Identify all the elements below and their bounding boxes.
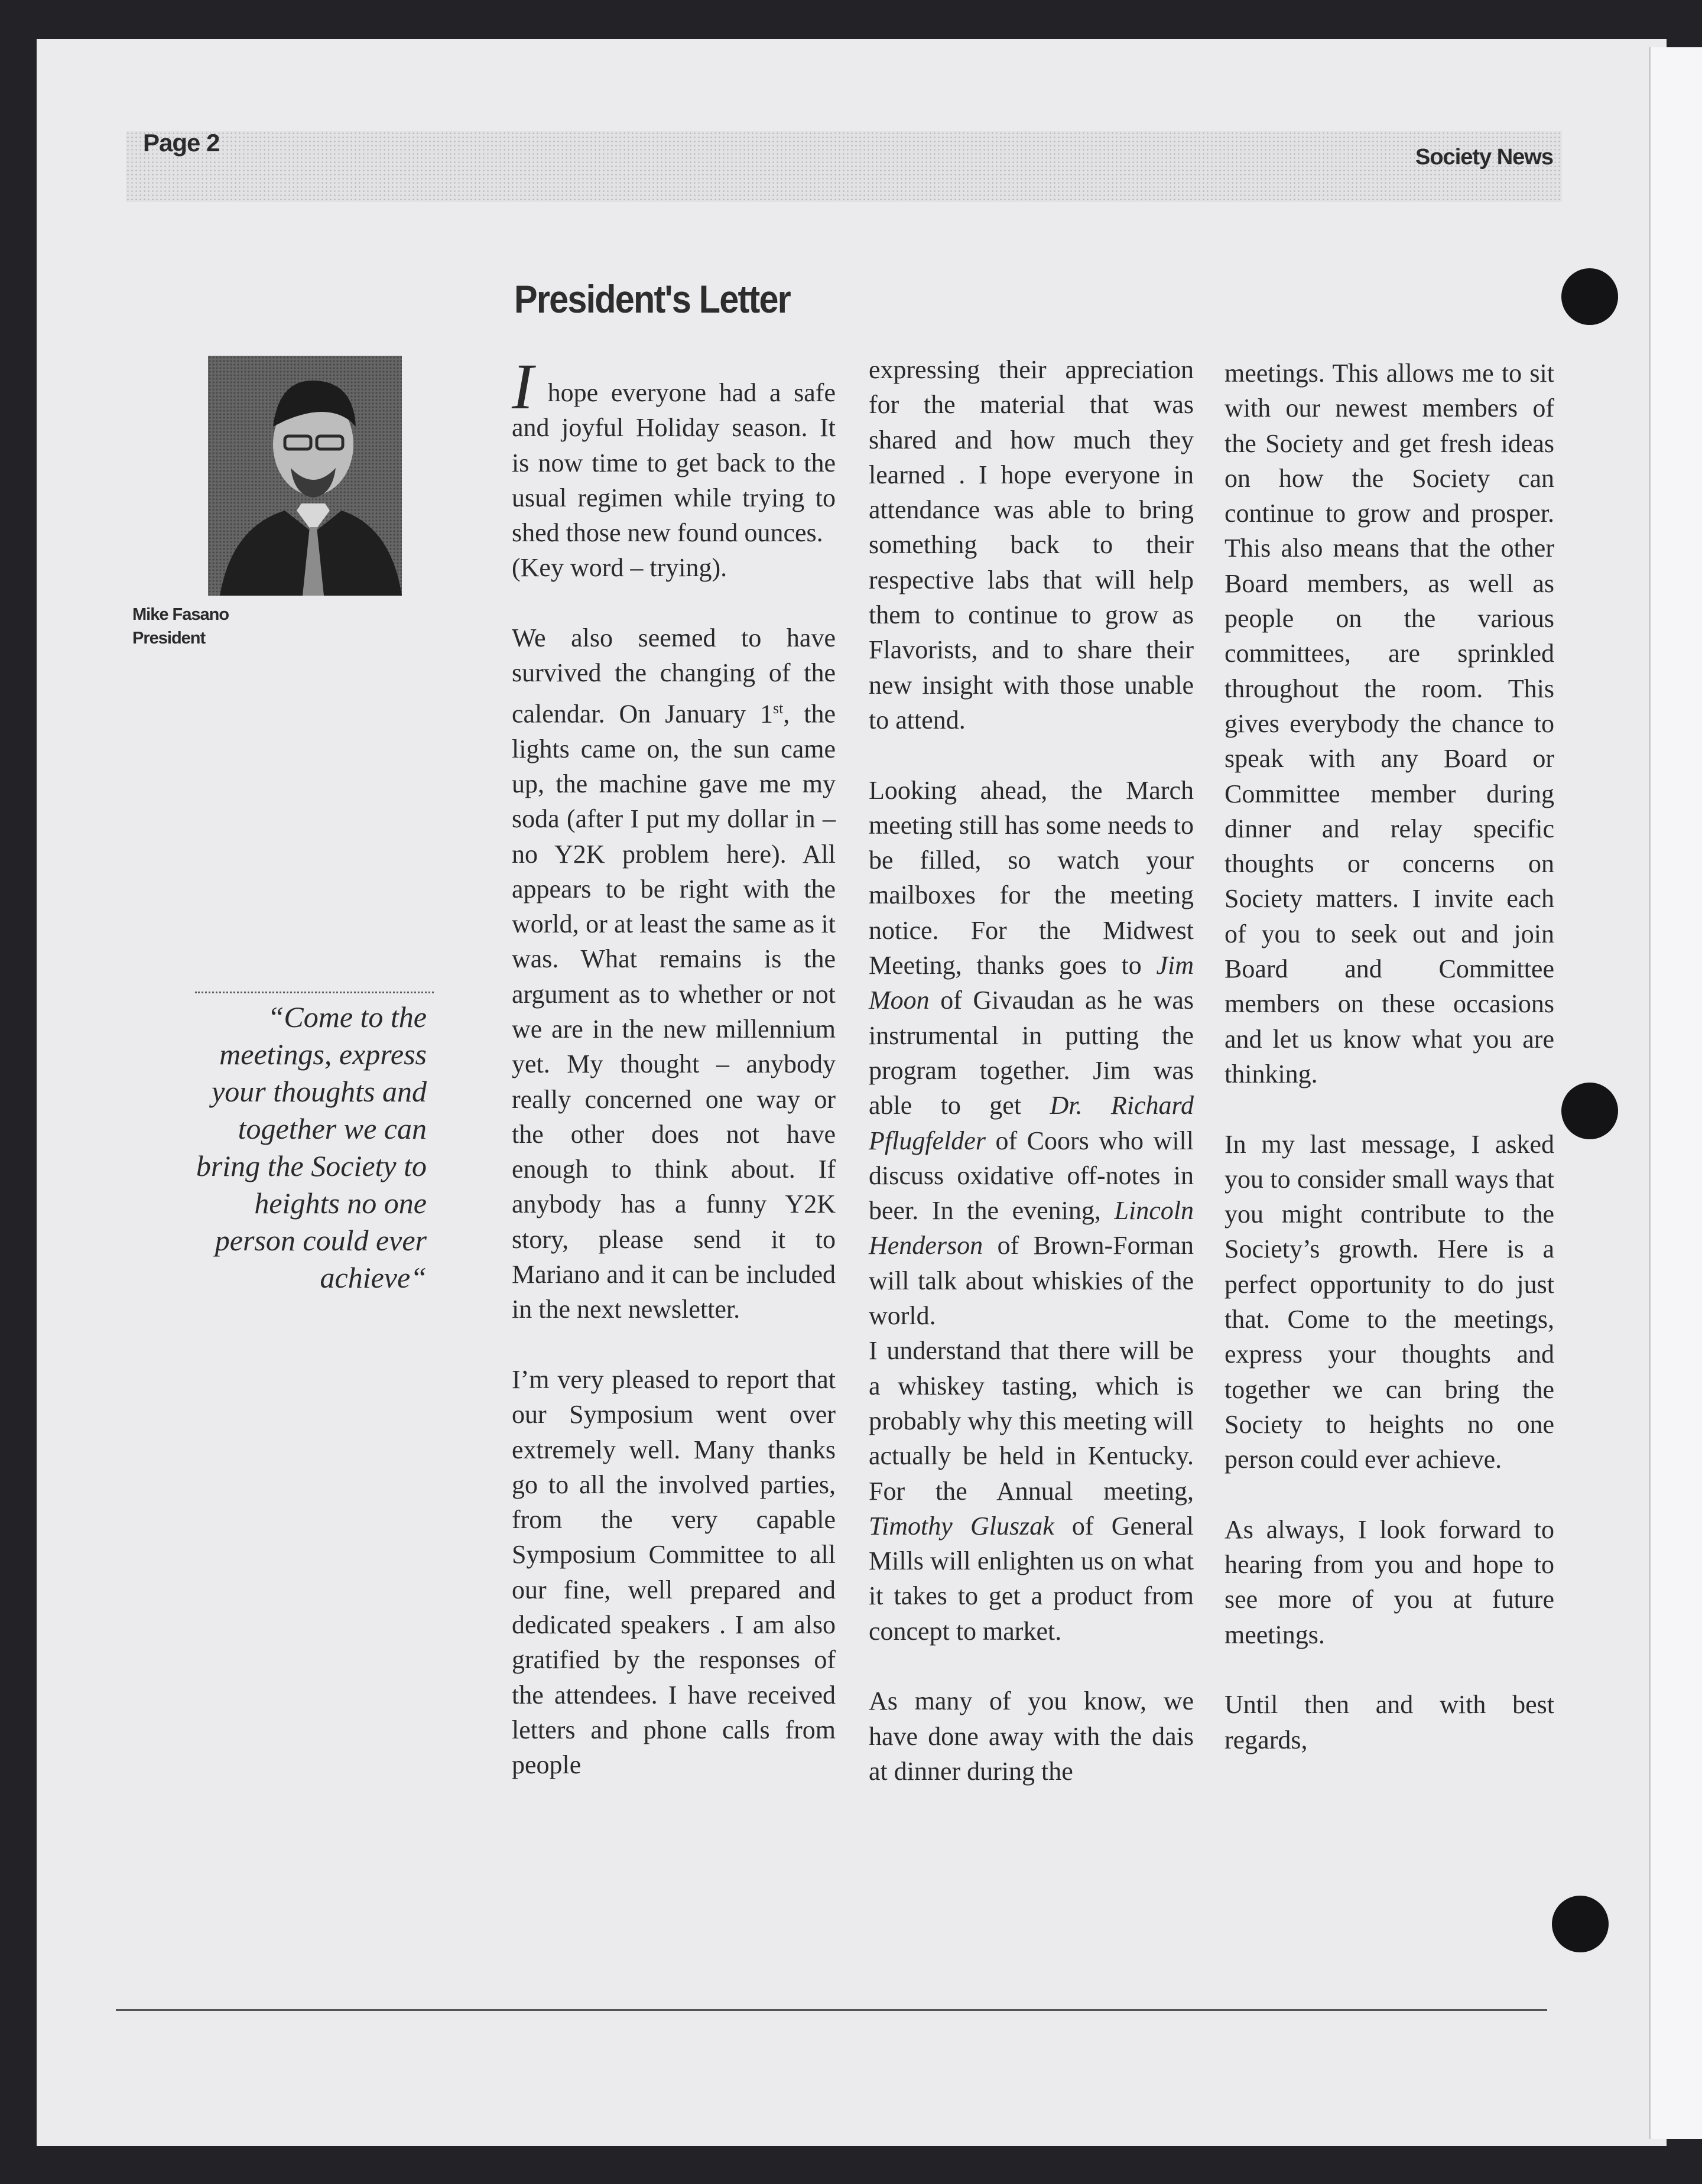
pull-quote-rule xyxy=(195,992,434,993)
binder-hole xyxy=(1561,1083,1618,1139)
column-1 xyxy=(512,350,836,1783)
speaker-name: Dr. Richard Pflugfelder xyxy=(869,1091,1194,1155)
paragraph: expressing their appreciation for the material that was shared and how much they learned . I hope everyone in attendance was able to bring something back to their respective labs that will help them to continue to grow as Flavorists, and to share their new insight with those unable to attend. xyxy=(869,355,1194,734)
speaker-name: Jim Moon xyxy=(869,951,1194,1015)
column-3 xyxy=(1224,356,1554,1757)
paragraph: Until then and with best regards, xyxy=(1224,1690,1554,1754)
paragraph: As always, I look forward to hearing from you and hope to see more of you at future meetings. xyxy=(1224,1514,1554,1649)
pull-quote: “Come to the meetings, express your thoughts and together we can bring the Society to heights no one person could ever achieve“ xyxy=(196,1000,427,1294)
speaker-name: Lincoln Henderson xyxy=(869,1196,1194,1260)
next-page-edge xyxy=(1649,47,1702,2139)
paragraph: Ihope everyone had a safe and joyful Holiday season. It is now time to get back to the usual regimen while trying to shed those new found ounces. xyxy=(512,350,836,548)
speaker-name: Timothy Gluszak xyxy=(869,1511,1054,1540)
caption-role: President xyxy=(132,629,206,648)
paragraph: (Key word – trying). xyxy=(512,553,727,583)
paragraph: As many of you know, we have done away with the dais at dinner during the xyxy=(869,1686,1194,1786)
drop-cap: I xyxy=(512,350,534,422)
article-title: President's Letter xyxy=(514,277,791,321)
paragraph: I understand that there will be a whiskey tasting, which is probably why this meeting will actually be held in Kentucky. For the Annual meeting, Timothy Gluszak of General Mills will enlighten us on what it takes to get a product from concept to market. xyxy=(869,1336,1194,1646)
paragraph: Looking ahead, the March meeting still has some needs to be filled, so watch your mailboxes for the meeting notice. For the Midwest Meeting, thanks goes to Jim Moon of Givaudan as he was instrumental in putting the program together. Jim was able to get Dr. Richard Pflugfelder of Coors who will discuss oxidative off-notes in beer. In the evening, Lincoln Henderson of Brown-Forman will talk about whiskies of the world. xyxy=(869,775,1194,1331)
footer-rule xyxy=(116,2009,1547,2011)
publication-name: Society News xyxy=(1415,145,1553,170)
caption-name: Mike Fasano xyxy=(132,605,229,624)
header-bar xyxy=(126,131,1562,202)
paragraph: I’m very pleased to report that our Symposium went over extremely well. Many thanks go to all the involved parties, from the very capable Symposium Committee to all our fine, well prepared and dedicated speakers . I am also gratified by the responses of the attendees. I have received letters and phone calls from people xyxy=(512,1364,836,1780)
president-photo xyxy=(208,356,402,596)
paragraph: In my last message, I asked you to consider small ways that you might contribute to the Society’s growth. Here is a perfect opportunity to do just that. Come to the meetings, express your thoughts and together we can bring the Society to heights no one person could ever achieve. xyxy=(1224,1129,1554,1474)
portrait-image xyxy=(208,356,402,596)
paragraph: We also seemed to have survived the changing of the calendar. On January 1st, the lights came on, the sun came up, the machine gave me my soda (after I put my dollar in – no Y2K problem here). All appears to be right with the world, or at least the same as it was. What remains is the argument as to whether or not we are in the new millennium yet. My thought – anybody really concerned one way or the other does not have enough to think about. If anybody has a funny Y2K story, please send it to Mariano and it can be included in the next newsletter. xyxy=(512,623,836,1324)
paragraph: meetings. This allows me to sit with our newest members of the Society and get fresh ideas on how the Society can continue to grow and prosper. This also means that the other Board members, as well as people on the various committees, are sprinkled throughout the room. This gives everybody the chance to speak with any Board or Committee member during dinner and relay specific thoughts or concerns on Society matters. I invite each of you to seek out and join Board and Committee members on these occasions and let us know what you are thinking. xyxy=(1224,359,1554,1088)
page-number: Page 2 xyxy=(143,129,220,157)
photo-caption xyxy=(132,603,229,650)
column-2 xyxy=(869,352,1194,1789)
binder-hole xyxy=(1552,1896,1609,1952)
binder-hole xyxy=(1561,268,1618,325)
